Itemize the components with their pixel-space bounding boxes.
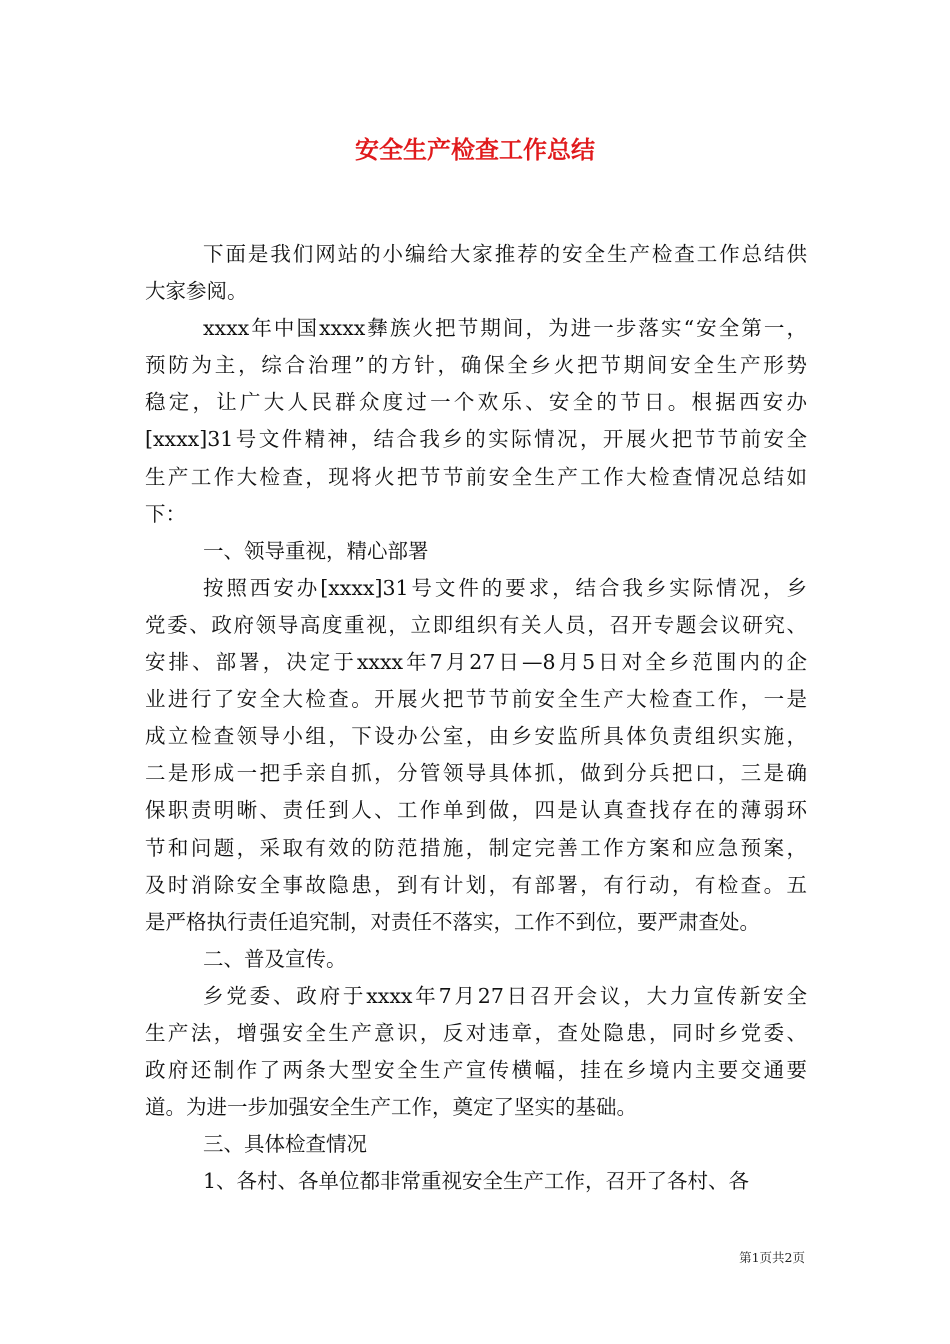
document-title: 安全生产检查工作总结 [355,135,595,164]
text-line: 成立检查领导小组，下设办公室，由乡安监所具体负责组织实施， [145,724,807,749]
text-line: 下： [145,501,186,526]
paragraph [145,236,807,310]
text-line: 二是形成一把手亲自抓，分管领导具体抓，做到分兵把口，三是确 [145,761,807,786]
paragraph [145,1126,807,1163]
page-number: 第1页共2页 [739,1250,805,1265]
text-line: [xxxx]31号文件精神，结合我乡的实际情况，开展火把节节前安全 [145,427,807,452]
text-line: xxxx年中国xxxx彝族火把节期间，为进一步落实“安全第一， [203,316,807,341]
text-line: 大家参阅。 [145,279,248,304]
text-line: 生产法，增强安全生产意识，反对违章，查处隐患，同时乡党委、 [145,1020,807,1045]
paragraph [145,978,807,1126]
paragraph [145,941,807,978]
text-line: 党委、政府领导高度重视，立即组织有关人员，召开专题会议研究、 [145,612,807,637]
paragraph [145,570,807,941]
text-line: 及时消除安全事故隐患，到有计划，有部署，有行动，有检查。五 [145,872,807,897]
text-line: 一、领导重视，精心部署 [203,538,429,563]
text-line: 二、普及宣传。 [203,946,347,971]
text-line: 是严格执行责任追究制，对责任不落实，工作不到位，要严肃查处。 [145,909,760,934]
text-line: 1、各村、各单位都非常重视安全生产工作，召开了各村、各 [203,1169,750,1194]
text-line: 三、具体检查情况 [203,1132,367,1157]
paragraph [145,1163,807,1200]
paragraph [145,310,807,533]
text-line: 预防为主，综合治理”的方针，确保全乡火把节期间安全生产形势 [145,353,807,378]
text-line: 安排、部署，决定于xxxx年7月27日—8月5日对全乡范围内的企 [145,650,807,675]
text-line: 稳定，让广大人民群众度过一个欢乐、安全的节日。根据西安办 [145,390,807,415]
paragraph [145,533,807,570]
document-body [145,236,807,1200]
text-line: 政府还制作了两条大型安全生产宣传横幅，挂在乡境内主要交通要 [145,1058,807,1083]
text-line: 生产工作大检查，现将火把节节前安全生产工作大检查情况总结如 [145,464,807,489]
text-line: 道。为进一步加强安全生产工作，奠定了坚实的基础。 [145,1095,637,1120]
text-line: 下面是我们网站的小编给大家推荐的安全生产检查工作总结供 [203,242,807,266]
text-line: 保职责明晰、责任到人、工作单到做，四是认真查找存在的薄弱环 [145,798,807,823]
text-line: 按照西安办[xxxx]31号文件的要求，结合我乡实际情况，乡 [203,575,807,600]
text-line: 乡党委、政府于xxxx年7月27日召开会议，大力宣传新安全 [203,983,807,1008]
text-line: 业进行了安全大检查。开展火把节节前安全生产大检查工作，一是 [145,687,807,712]
text-line: 节和问题，采取有效的防范措施，制定完善工作方案和应急预案， [145,835,807,860]
